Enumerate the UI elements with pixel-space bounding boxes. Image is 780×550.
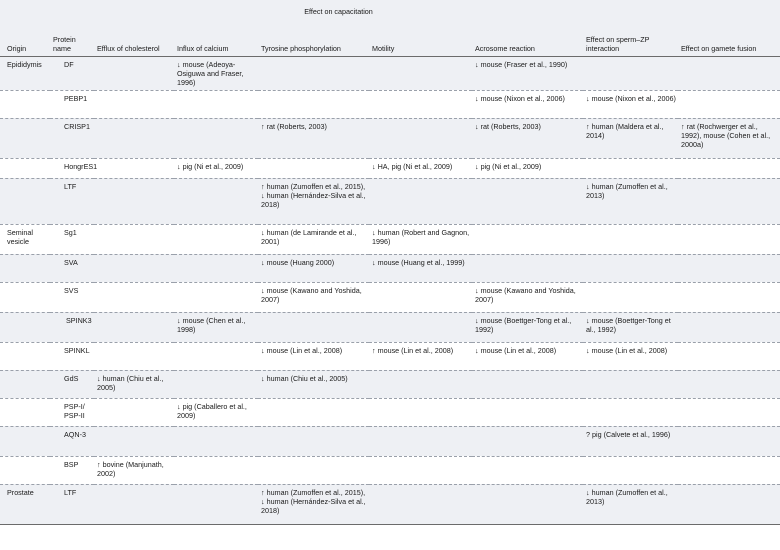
- cell-motility: [369, 312, 472, 342]
- cell-efflux-of-cholesterol: [94, 224, 174, 254]
- cell-motility: [369, 56, 472, 90]
- cell-acrosome-reaction: ↓ pig (Ni et al., 2009): [472, 158, 583, 178]
- cell-influx-of-calcium: [174, 282, 258, 312]
- cell-origin: [0, 370, 50, 398]
- col-header-sperm-zp: Effect on sperm–ZP interaction: [583, 20, 678, 56]
- cell-motility: [369, 398, 472, 426]
- cell-influx-of-calcium: [174, 370, 258, 398]
- cell-acrosome-reaction: ↓ mouse (Lin et al., 2008): [472, 342, 583, 370]
- cell-motility: [369, 370, 472, 398]
- cell-tyrosine-phosphorylation: [258, 426, 369, 456]
- cell-efflux-of-cholesterol: [94, 254, 174, 282]
- cell-efflux-of-cholesterol: [94, 426, 174, 456]
- cell-influx-of-calcium: ↓ pig (Ni et al., 2009): [174, 158, 258, 178]
- col-header-origin: Origin: [0, 20, 50, 56]
- cell-gamete-fusion: [678, 426, 780, 456]
- cell-efflux-of-cholesterol: [94, 178, 174, 224]
- cell-tyrosine-phosphorylation: [258, 158, 369, 178]
- cell-tyrosine-phosphorylation: [258, 56, 369, 90]
- table-row: [0, 254, 780, 282]
- cell-protein-name: SPINK3: [50, 312, 94, 342]
- cell-gamete-fusion: [678, 456, 780, 484]
- cell-protein-name: GdS: [50, 370, 94, 398]
- col-header-tyrosine: Tyrosine phosphorylation: [258, 20, 369, 56]
- cell-protein-name: PEBP1: [50, 90, 94, 118]
- cell-protein-name: SVA: [50, 254, 94, 282]
- cell-influx-of-calcium: [174, 456, 258, 484]
- cell-origin: [0, 342, 50, 370]
- cell-influx-of-calcium: [174, 342, 258, 370]
- cell-gamete-fusion: [678, 312, 780, 342]
- cell-efflux-of-cholesterol: [94, 118, 174, 158]
- cell-tyrosine-phosphorylation: ↓ human (de Lamirande et al., 2001): [258, 224, 369, 254]
- cell-sperm-zp-interaction: [583, 456, 678, 484]
- col-header-gamete-fusion: Effect on gamete fusion: [678, 20, 780, 56]
- cell-protein-name: SPINKL: [50, 342, 94, 370]
- cell-sperm-zp-interaction: ? pig (Calvete et al., 1996): [583, 426, 678, 456]
- cell-tyrosine-phosphorylation: ↑ human (Zumoffen et al., 2015), ↓ human (Hernández-Silva et al., 2018): [258, 178, 369, 224]
- cell-sperm-zp-interaction: [583, 254, 678, 282]
- cell-tyrosine-phosphorylation: ↓ human (Chiu et al., 2005): [258, 370, 369, 398]
- cell-acrosome-reaction: [472, 178, 583, 224]
- cell-gamete-fusion: [678, 342, 780, 370]
- cell-acrosome-reaction: ↓ rat (Roberts, 2003): [472, 118, 583, 158]
- cell-sperm-zp-interaction: ↓ mouse (Nixon et al., 2006): [583, 90, 678, 118]
- cell-tyrosine-phosphorylation: [258, 312, 369, 342]
- cell-tyrosine-phosphorylation: ↑ human (Zumoffen et al., 2015), ↓ human (Hernández-Silva et al., 2018): [258, 484, 369, 524]
- cell-tyrosine-phosphorylation: ↓ mouse (Huang 2000): [258, 254, 369, 282]
- cell-sperm-zp-interaction: [583, 224, 678, 254]
- cell-motility: [369, 484, 472, 524]
- cell-sperm-zp-interaction: [583, 398, 678, 426]
- cell-protein-name: SVS: [50, 282, 94, 312]
- col-header-efflux: Efflux of cholesterol: [94, 20, 174, 56]
- cell-tyrosine-phosphorylation: [258, 398, 369, 426]
- cell-protein-name: DF: [50, 56, 94, 90]
- cell-gamete-fusion: [678, 56, 780, 90]
- cell-motility: [369, 178, 472, 224]
- col-header-acrosome: Acrosome reaction: [472, 20, 583, 56]
- effect-on-capacitation-header: Effect on capacitation: [94, 0, 583, 20]
- table-row: [0, 370, 780, 398]
- col-header-motility: Motility: [369, 20, 472, 56]
- cell-protein-name: LTF: [50, 178, 94, 224]
- table-row: [0, 90, 780, 118]
- cell-efflux-of-cholesterol: [94, 312, 174, 342]
- cell-motility: [369, 118, 472, 158]
- cell-tyrosine-phosphorylation: [258, 90, 369, 118]
- cell-efflux-of-cholesterol: [94, 90, 174, 118]
- cell-gamete-fusion: [678, 484, 780, 524]
- cell-acrosome-reaction: [472, 224, 583, 254]
- table-row: [0, 342, 780, 370]
- cell-motility: [369, 282, 472, 312]
- cell-efflux-of-cholesterol: [94, 342, 174, 370]
- cell-gamete-fusion: [678, 224, 780, 254]
- cell-acrosome-reaction: ↓ mouse (Boettger-Tong et al., 1992): [472, 312, 583, 342]
- cell-influx-of-calcium: [174, 90, 258, 118]
- cell-origin: [0, 90, 50, 118]
- cell-influx-of-calcium: [174, 426, 258, 456]
- cell-gamete-fusion: [678, 178, 780, 224]
- table-body: [0, 56, 780, 524]
- cell-motility: ↓ HA, pig (Ni et al., 2009): [369, 158, 472, 178]
- cell-gamete-fusion: [678, 158, 780, 178]
- cell-gamete-fusion: ↑ rat (Rochwerger et al., 1992), mouse (Cohen et al., 2000a): [678, 118, 780, 158]
- cell-efflux-of-cholesterol: [94, 56, 174, 90]
- cell-gamete-fusion: [678, 90, 780, 118]
- cell-origin: [0, 178, 50, 224]
- cell-protein-name: BSP: [50, 456, 94, 484]
- cell-acrosome-reaction: [472, 426, 583, 456]
- cell-tyrosine-phosphorylation: [258, 456, 369, 484]
- col-header-protein-name: Protein name: [50, 20, 94, 56]
- cell-influx-of-calcium: ↓ mouse (Adeoya-Osiguwa and Fraser, 1996): [174, 56, 258, 90]
- cell-sperm-zp-interaction: ↓ human (Zumoffen et al., 2013): [583, 178, 678, 224]
- cell-origin: [0, 312, 50, 342]
- cell-origin: [0, 398, 50, 426]
- table-row: [0, 484, 780, 524]
- cell-efflux-of-cholesterol: ↓ human (Chiu et al., 2005): [94, 370, 174, 398]
- cell-influx-of-calcium: [174, 224, 258, 254]
- cell-efflux-of-cholesterol: [94, 282, 174, 312]
- cell-gamete-fusion: [678, 370, 780, 398]
- cell-motility: [369, 426, 472, 456]
- table-row: [0, 178, 780, 224]
- table-row: [0, 56, 780, 90]
- cell-origin: [0, 118, 50, 158]
- cell-influx-of-calcium: [174, 118, 258, 158]
- cell-motility: [369, 456, 472, 484]
- cell-sperm-zp-interaction: ↓ mouse (Lin et al., 2008): [583, 342, 678, 370]
- cell-motility: ↑ mouse (Lin et al., 2008): [369, 342, 472, 370]
- cell-motility: [369, 90, 472, 118]
- table-row: [0, 426, 780, 456]
- cell-tyrosine-phosphorylation: ↑ rat (Roberts, 2003): [258, 118, 369, 158]
- cell-acrosome-reaction: [472, 456, 583, 484]
- cell-influx-of-calcium: ↓ mouse (Chen et al., 1998): [174, 312, 258, 342]
- cell-protein-name: Sg1: [50, 224, 94, 254]
- cell-sperm-zp-interaction: [583, 282, 678, 312]
- cell-influx-of-calcium: [174, 178, 258, 224]
- cell-sperm-zp-interaction: [583, 158, 678, 178]
- cell-sperm-zp-interaction: [583, 370, 678, 398]
- cell-efflux-of-cholesterol: [94, 158, 174, 178]
- cell-protein-name: LTF: [50, 484, 94, 524]
- cell-protein-name: AQN-3: [50, 426, 94, 456]
- cell-gamete-fusion: [678, 282, 780, 312]
- cell-sperm-zp-interaction: ↓ human (Zumoffen et al., 2013): [583, 484, 678, 524]
- cell-origin: [0, 426, 50, 456]
- cell-origin: [0, 456, 50, 484]
- cell-origin: Seminal vesicle: [0, 224, 50, 254]
- cell-protein-name: CRISP1: [50, 118, 94, 158]
- cell-motility: ↓ mouse (Huang et al., 1999): [369, 254, 472, 282]
- cell-acrosome-reaction: ↓ mouse (Nixon et al., 2006): [472, 90, 583, 118]
- cell-influx-of-calcium: [174, 254, 258, 282]
- cell-origin: [0, 254, 50, 282]
- cell-origin: [0, 158, 50, 178]
- table-row: [0, 118, 780, 158]
- cell-protein-name: HongrES1: [50, 158, 94, 178]
- cell-acrosome-reaction: ↓ mouse (Fraser et al., 1990): [472, 56, 583, 90]
- cell-acrosome-reaction: [472, 370, 583, 398]
- table-row: [0, 158, 780, 178]
- cell-acrosome-reaction: [472, 254, 583, 282]
- cell-influx-of-calcium: ↓ pig (Caballero et al., 2009): [174, 398, 258, 426]
- cell-origin: Epididymis: [0, 56, 50, 90]
- cell-protein-name: PSP-I/ PSP-II: [50, 398, 94, 426]
- cell-origin: [0, 282, 50, 312]
- cell-acrosome-reaction: [472, 398, 583, 426]
- cell-origin: Prostate: [0, 484, 50, 524]
- table-row: [0, 312, 780, 342]
- cell-tyrosine-phosphorylation: ↓ mouse (Lin et al., 2008): [258, 342, 369, 370]
- cell-acrosome-reaction: [472, 484, 583, 524]
- cell-sperm-zp-interaction: [583, 56, 678, 90]
- table-row: [0, 224, 780, 254]
- cell-sperm-zp-interaction: ↓ mouse (Boettger-Tong et al., 1992): [583, 312, 678, 342]
- cell-efflux-of-cholesterol: [94, 398, 174, 426]
- cell-motility: ↓ human (Robert and Gagnon, 1996): [369, 224, 472, 254]
- cell-gamete-fusion: [678, 254, 780, 282]
- cell-efflux-of-cholesterol: [94, 484, 174, 524]
- table-row: [0, 456, 780, 484]
- table-row: [0, 282, 780, 312]
- cell-gamete-fusion: [678, 398, 780, 426]
- cell-efflux-of-cholesterol: ↑ bovine (Manjunath, 2002): [94, 456, 174, 484]
- cell-tyrosine-phosphorylation: ↓ mouse (Kawano and Yoshida, 2007): [258, 282, 369, 312]
- cell-sperm-zp-interaction: ↑ human (Maldera et al., 2014): [583, 118, 678, 158]
- table-row: [0, 398, 780, 426]
- cell-acrosome-reaction: ↓ mouse (Kawano and Yoshida, 2007): [472, 282, 583, 312]
- col-header-calcium: Influx of calcium: [174, 20, 258, 56]
- cell-influx-of-calcium: [174, 484, 258, 524]
